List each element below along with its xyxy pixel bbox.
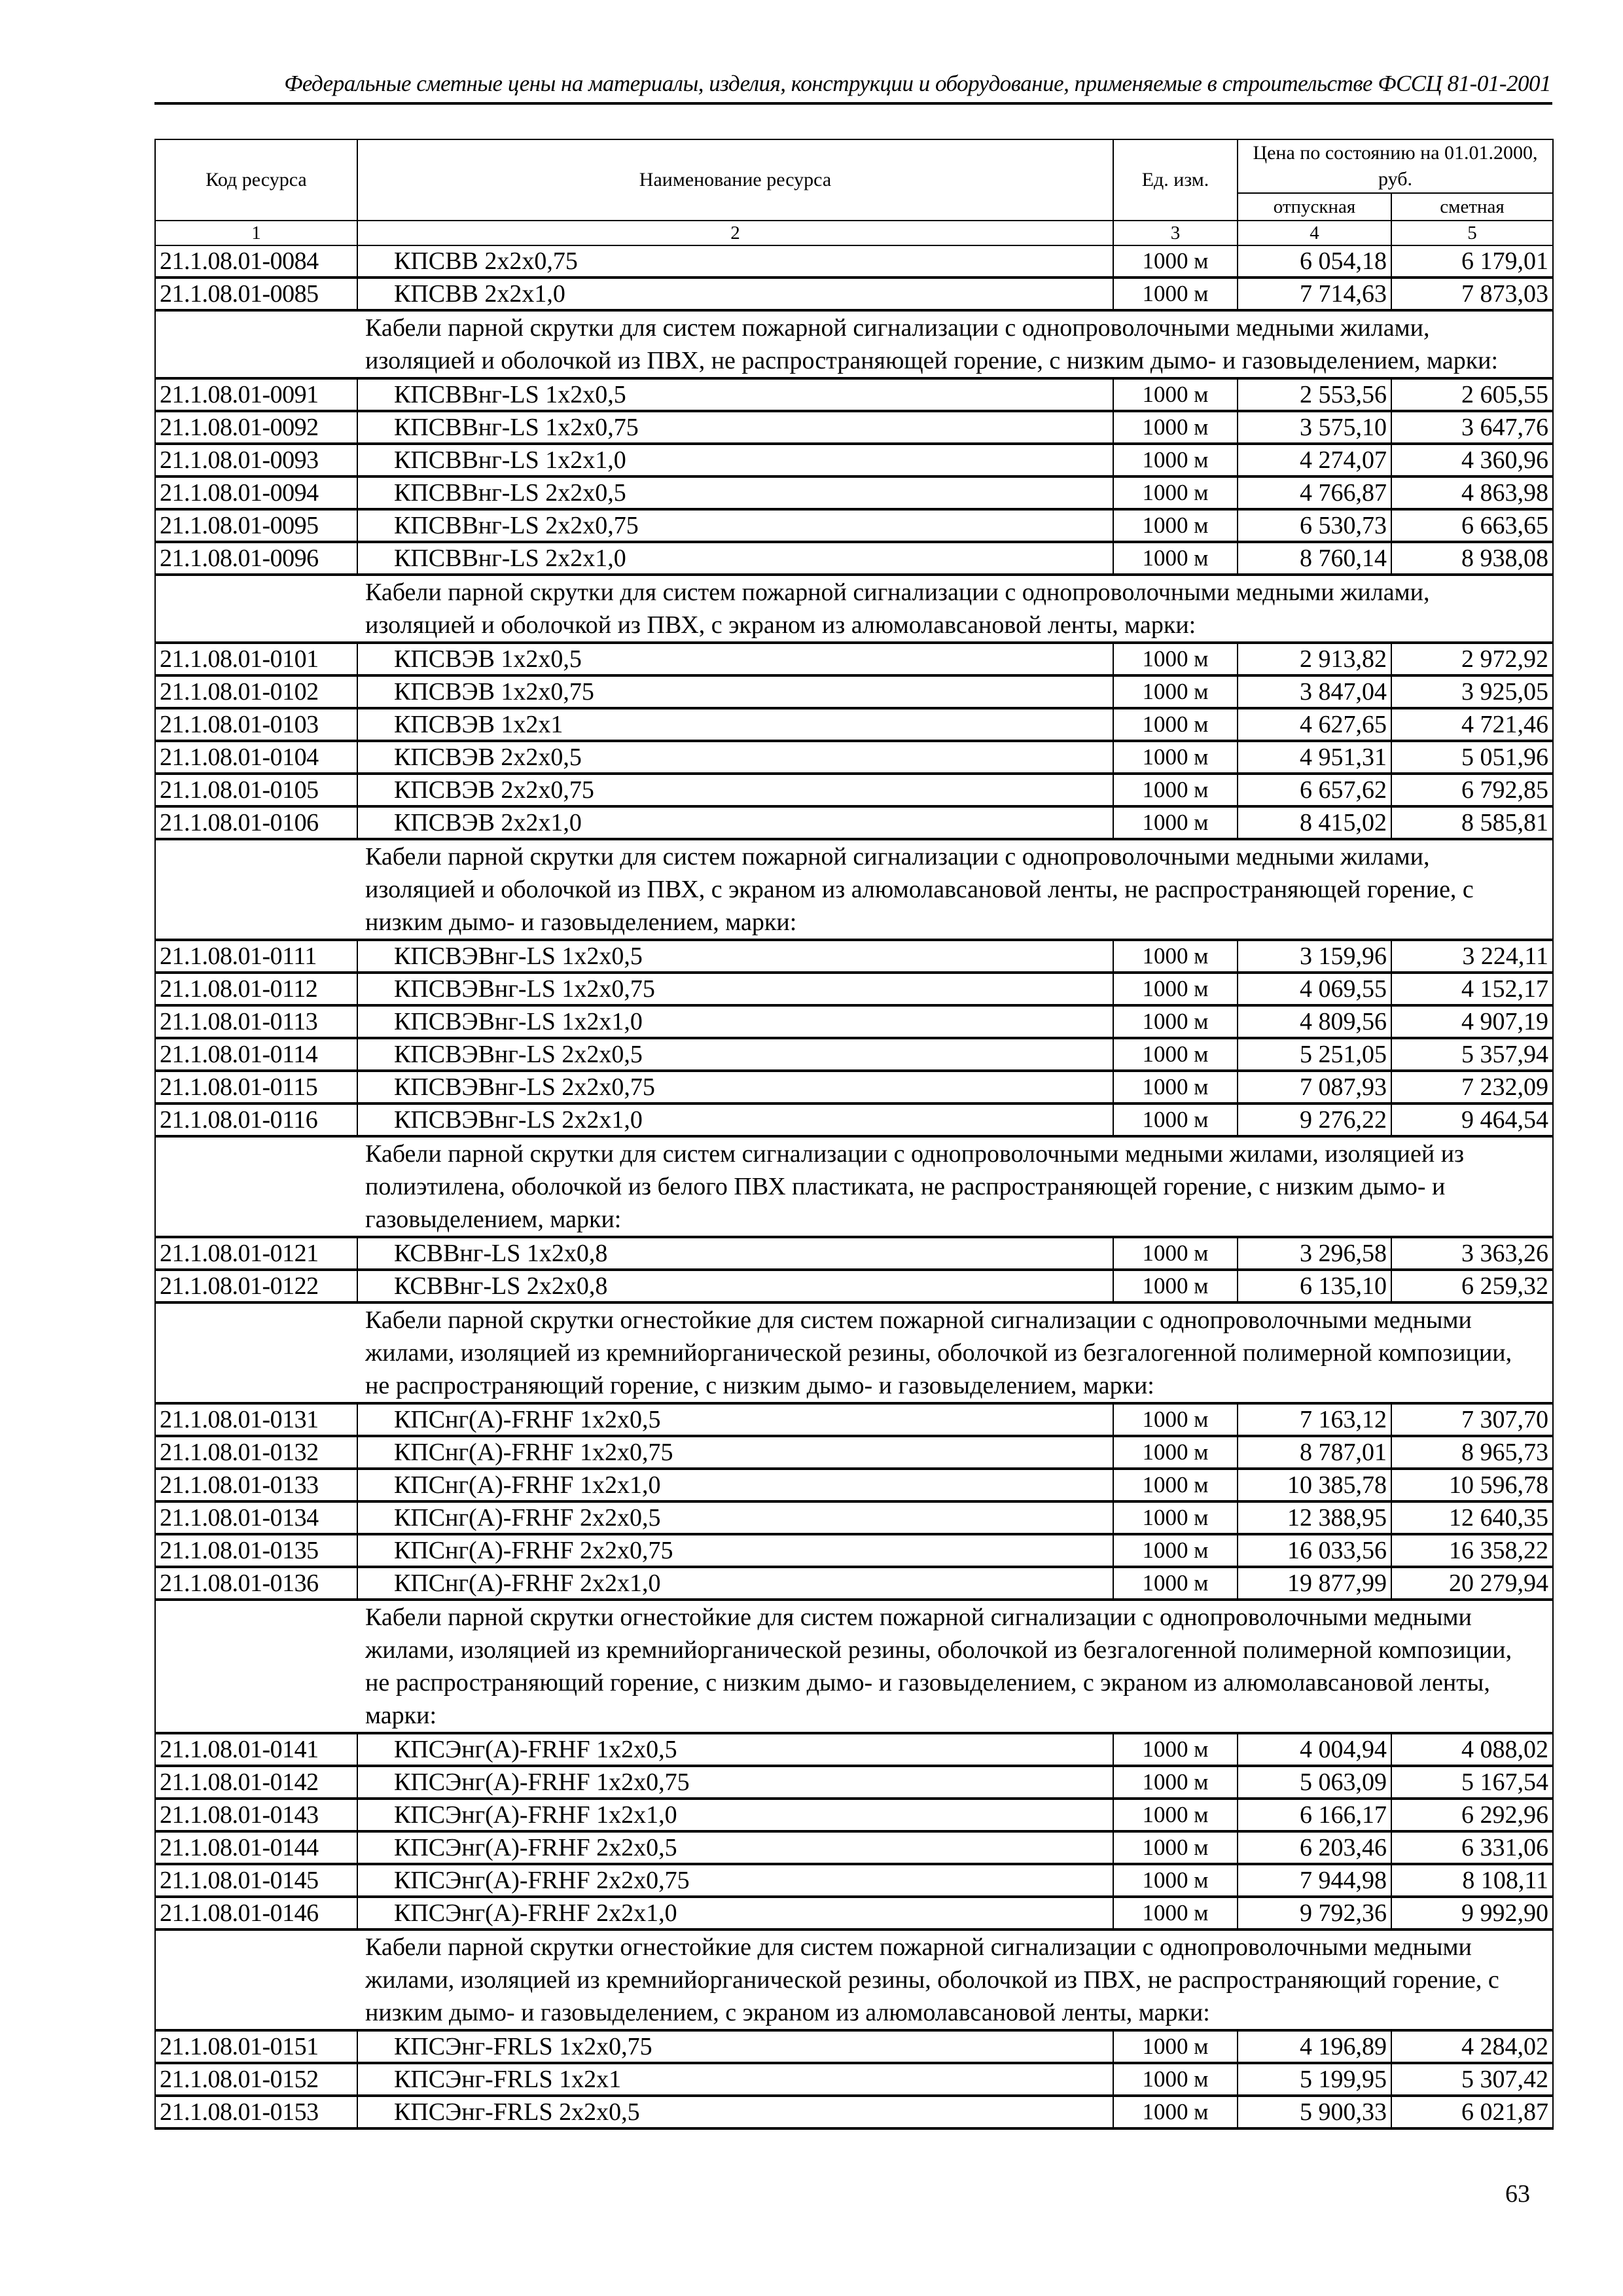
price-release: 4 766,87 xyxy=(1238,476,1391,509)
price-estimate: 4 907,19 xyxy=(1391,1005,1553,1038)
price-estimate: 6 179,01 xyxy=(1391,245,1553,278)
column-number: 4 xyxy=(1238,221,1391,245)
price-release: 10 385,78 xyxy=(1238,1469,1391,1501)
price-release: 3 847,04 xyxy=(1238,675,1391,708)
price-estimate: 5 307,42 xyxy=(1391,2063,1553,2096)
resource-code: 21.1.08.01-0102 xyxy=(155,675,357,708)
price-estimate: 9 992,90 xyxy=(1391,1897,1553,1929)
group-heading-text: Кабели парной скрутки огнестойкие для систем пожарной сигнализации с однопроволочными медными жилами, изоляцией из кремнийорганической резины, оболочкой из безгалогенной полимерной композиции, не распространяющий горение, с низким дымо- и газовыделением, с экраном из алюмолавсановой ленты, марки: xyxy=(357,1600,1553,1733)
resource-name: КПСВВнг-LS 2х2х0,75 xyxy=(357,509,1113,542)
table-row xyxy=(155,1831,1553,1864)
header-price-release: отпускная xyxy=(1238,193,1391,221)
resource-name: КПСВВнг-LS 1х2х0,75 xyxy=(357,411,1113,444)
table-row xyxy=(155,1501,1553,1534)
resource-name: КПСЭнг(А)-FRHF 1х2х1,0 xyxy=(357,1799,1113,1831)
price-release: 6 203,46 xyxy=(1238,1831,1391,1864)
price-estimate: 8 938,08 xyxy=(1391,542,1553,575)
resource-code: 21.1.08.01-0114 xyxy=(155,1038,357,1071)
resource-code: 21.1.08.01-0142 xyxy=(155,1766,357,1799)
price-estimate: 3 925,05 xyxy=(1391,675,1553,708)
column-number: 3 xyxy=(1113,221,1238,245)
group-empty-cell xyxy=(155,1302,357,1403)
column-number: 2 xyxy=(357,221,1113,245)
resource-name: КПСВЭВ 2х2х1,0 xyxy=(357,806,1113,839)
price-release: 4 069,55 xyxy=(1238,973,1391,1005)
unit-of-measure: 1000 м xyxy=(1113,973,1238,1005)
resource-code: 21.1.08.01-0091 xyxy=(155,378,357,411)
price-release: 5 900,33 xyxy=(1238,2096,1391,2128)
resource-code: 21.1.08.01-0112 xyxy=(155,973,357,1005)
unit-of-measure: 1000 м xyxy=(1113,1403,1238,1436)
table-row xyxy=(155,1733,1553,1766)
resource-name: КПСВВнг-LS 2х2х1,0 xyxy=(357,542,1113,575)
table-row xyxy=(155,940,1553,973)
price-release: 6 135,10 xyxy=(1238,1270,1391,1302)
unit-of-measure: 1000 м xyxy=(1113,2063,1238,2096)
unit-of-measure: 1000 м xyxy=(1113,1270,1238,1302)
resource-name: КПСВВ 2х2х0,75 xyxy=(357,245,1113,278)
table-row xyxy=(155,1103,1553,1136)
unit-of-measure: 1000 м xyxy=(1113,444,1238,476)
price-table xyxy=(154,139,1554,2130)
price-release: 7 087,93 xyxy=(1238,1071,1391,1103)
unit-of-measure: 1000 м xyxy=(1113,2030,1238,2063)
resource-code: 21.1.08.01-0094 xyxy=(155,476,357,509)
price-estimate: 8 585,81 xyxy=(1391,806,1553,839)
price-estimate: 3 363,26 xyxy=(1391,1237,1553,1270)
resource-name: КПСВЭВ 1х2х0,5 xyxy=(357,643,1113,675)
unit-of-measure: 1000 м xyxy=(1113,411,1238,444)
group-heading-text: Кабели парной скрутки для систем пожарной сигнализации с однопроволочными медными жилами, изоляцией и оболочкой из ПВХ, с экраном из алюмолавсановой ленты, не распространяющей горение, с низким дымо- и газовыделением, марки: xyxy=(357,839,1553,940)
unit-of-measure: 1000 м xyxy=(1113,1071,1238,1103)
unit-of-measure: 1000 м xyxy=(1113,1103,1238,1136)
resource-code: 21.1.08.01-0151 xyxy=(155,2030,357,2063)
group-heading-row xyxy=(155,839,1553,940)
price-estimate: 4 360,96 xyxy=(1391,444,1553,476)
resource-name: КПСнг(А)-FRHF 2х2х0,5 xyxy=(357,1501,1113,1534)
resource-code: 21.1.08.01-0131 xyxy=(155,1403,357,1436)
unit-of-measure: 1000 м xyxy=(1113,643,1238,675)
resource-code: 21.1.08.01-0093 xyxy=(155,444,357,476)
price-estimate: 16 358,22 xyxy=(1391,1534,1553,1567)
group-empty-cell xyxy=(155,1929,357,2030)
price-estimate: 6 021,87 xyxy=(1391,2096,1553,2128)
table-row xyxy=(155,444,1553,476)
table-row xyxy=(155,1864,1553,1897)
resource-name: КПСВЭВ 2х2х0,5 xyxy=(357,741,1113,774)
price-release: 8 415,02 xyxy=(1238,806,1391,839)
price-release: 4 951,31 xyxy=(1238,741,1391,774)
price-estimate: 4 721,46 xyxy=(1391,708,1553,741)
column-number-row xyxy=(155,221,1553,245)
resource-name: КПСЭнг(А)-FRHF 1х2х0,5 xyxy=(357,1733,1113,1766)
resource-name: КПСВЭВнг-LS 1х2х0,5 xyxy=(357,940,1113,973)
unit-of-measure: 1000 м xyxy=(1113,806,1238,839)
header-rule xyxy=(154,102,1552,105)
resource-code: 21.1.08.01-0144 xyxy=(155,1831,357,1864)
resource-name: КПСнг(А)-FRHF 1х2х1,0 xyxy=(357,1469,1113,1501)
resource-code: 21.1.08.01-0143 xyxy=(155,1799,357,1831)
resource-name: КПСВЭВ 1х2х0,75 xyxy=(357,675,1113,708)
table-row xyxy=(155,643,1553,675)
price-release: 6 054,18 xyxy=(1238,245,1391,278)
resource-name: КПСВВ 2х2х1,0 xyxy=(357,278,1113,310)
resource-code: 21.1.08.01-0104 xyxy=(155,741,357,774)
price-release: 9 792,36 xyxy=(1238,1897,1391,1929)
table-row xyxy=(155,1038,1553,1071)
resource-name: КПСнг(А)-FRHF 1х2х0,75 xyxy=(357,1436,1113,1469)
unit-of-measure: 1000 м xyxy=(1113,1897,1238,1929)
resource-code: 21.1.08.01-0136 xyxy=(155,1567,357,1600)
resource-name: КПСВЭВ 2х2х0,75 xyxy=(357,774,1113,806)
group-heading-text: Кабели парной скрутки огнестойкие для систем пожарной сигнализации с однопроволочными медными жилами, изоляцией из кремнийорганической резины, оболочкой из ПВХ, не распространяющий горение, с низким дымо- и газовыделением, с экраном из алюмолавсановой ленты, марки: xyxy=(357,1929,1553,2030)
resource-code: 21.1.08.01-0121 xyxy=(155,1237,357,1270)
resource-code: 21.1.08.01-0153 xyxy=(155,2096,357,2128)
price-release: 7 944,98 xyxy=(1238,1864,1391,1897)
unit-of-measure: 1000 м xyxy=(1113,509,1238,542)
table-row xyxy=(155,1766,1553,1799)
resource-code: 21.1.08.01-0105 xyxy=(155,774,357,806)
price-estimate: 5 357,94 xyxy=(1391,1038,1553,1071)
resource-name: КПСЭнг(А)-FRHF 1х2х0,75 xyxy=(357,1766,1113,1799)
resource-name: КПСЭнг-FRLS 2х2х0,5 xyxy=(357,2096,1113,2128)
running-header: Федеральные сметные цены на материалы, изделия, конструкции и оборудование, применяемые в строительстве ФССЦ 81-01-2001 xyxy=(284,71,1551,96)
table-row xyxy=(155,973,1553,1005)
table-row xyxy=(155,708,1553,741)
unit-of-measure: 1000 м xyxy=(1113,708,1238,741)
price-release: 7 714,63 xyxy=(1238,278,1391,310)
page-number: 63 xyxy=(1505,2180,1530,2208)
unit-of-measure: 1000 м xyxy=(1113,774,1238,806)
group-heading-text: Кабели парной скрутки огнестойкие для систем пожарной сигнализации с однопроволочными медными жилами, изоляцией из кремнийорганической резины, оболочкой из безгалогенной полимерной композиции, не распространяющий горение, с низким дымо- и газовыделением, марки: xyxy=(357,1302,1553,1403)
group-heading-text: Кабели парной скрутки для систем пожарной сигнализации с однопроволочными медными жилами, изоляцией и оболочкой из ПВХ, не распространяющей горение, с низким дымо- и газовыделением, марки: xyxy=(357,310,1553,378)
resource-code: 21.1.08.01-0132 xyxy=(155,1436,357,1469)
unit-of-measure: 1000 м xyxy=(1113,278,1238,310)
resource-code: 21.1.08.01-0092 xyxy=(155,411,357,444)
price-estimate: 6 259,32 xyxy=(1391,1270,1553,1302)
group-heading-row xyxy=(155,1600,1553,1733)
price-release: 9 276,22 xyxy=(1238,1103,1391,1136)
table-row xyxy=(155,378,1553,411)
table-row xyxy=(155,1469,1553,1501)
unit-of-measure: 1000 м xyxy=(1113,940,1238,973)
resource-name: КПСВЭВнг-LS 1х2х1,0 xyxy=(357,1005,1113,1038)
group-empty-cell xyxy=(155,839,357,940)
price-release: 4 627,65 xyxy=(1238,708,1391,741)
resource-name: КПСВЭВнг-LS 2х2х0,5 xyxy=(357,1038,1113,1071)
price-estimate: 6 663,65 xyxy=(1391,509,1553,542)
resource-code: 21.1.08.01-0146 xyxy=(155,1897,357,1929)
price-release: 19 877,99 xyxy=(1238,1567,1391,1600)
resource-name: КПСВЭВ 1х2х1 xyxy=(357,708,1113,741)
price-estimate: 3 224,11 xyxy=(1391,940,1553,973)
unit-of-measure: 1000 м xyxy=(1113,542,1238,575)
price-estimate: 9 464,54 xyxy=(1391,1103,1553,1136)
price-estimate: 3 647,76 xyxy=(1391,411,1553,444)
unit-of-measure: 1000 м xyxy=(1113,2096,1238,2128)
price-estimate: 2 972,92 xyxy=(1391,643,1553,675)
group-empty-cell xyxy=(155,575,357,643)
price-estimate: 8 108,11 xyxy=(1391,1864,1553,1897)
table-row xyxy=(155,2063,1553,2096)
resource-name: КПСЭнг(А)-FRHF 2х2х0,5 xyxy=(357,1831,1113,1864)
price-release: 8 760,14 xyxy=(1238,542,1391,575)
resource-name: КПСВВнг-LS 2х2х0,5 xyxy=(357,476,1113,509)
price-release: 5 063,09 xyxy=(1238,1766,1391,1799)
resource-code: 21.1.08.01-0101 xyxy=(155,643,357,675)
price-release: 2 553,56 xyxy=(1238,378,1391,411)
group-heading-row xyxy=(155,1929,1553,2030)
group-heading-text: Кабели парной скрутки для систем пожарной сигнализации с однопроволочными медными жилами, изоляцией и оболочкой из ПВХ, с экраном из алюмолавсановой ленты, марки: xyxy=(357,575,1553,643)
header-price-group: Цена по состоянию на 01.01.2000, руб. xyxy=(1238,139,1553,193)
unit-of-measure: 1000 м xyxy=(1113,1005,1238,1038)
unit-of-measure: 1000 м xyxy=(1113,1469,1238,1501)
price-release: 4 809,56 xyxy=(1238,1005,1391,1038)
resource-name: КПСнг(А)-FRHF 2х2х0,75 xyxy=(357,1534,1113,1567)
table-row xyxy=(155,1237,1553,1270)
group-empty-cell xyxy=(155,310,357,378)
group-heading-row xyxy=(155,575,1553,643)
price-estimate: 2 605,55 xyxy=(1391,378,1553,411)
table-row xyxy=(155,245,1553,278)
resource-name: КПСВВнг-LS 1х2х0,5 xyxy=(357,378,1113,411)
unit-of-measure: 1000 м xyxy=(1113,476,1238,509)
group-empty-cell xyxy=(155,1136,357,1237)
group-heading-row xyxy=(155,1136,1553,1237)
table-row xyxy=(155,774,1553,806)
group-heading-text: Кабели парной скрутки для систем сигнализации с однопроволочными медными жилами, изоляцией из полиэтилена, оболочкой из белого ПВХ пластиката, не распространяющей горение, с низким дымо- и газовыделением, марки: xyxy=(357,1136,1553,1237)
resource-code: 21.1.08.01-0145 xyxy=(155,1864,357,1897)
price-estimate: 5 051,96 xyxy=(1391,741,1553,774)
unit-of-measure: 1000 м xyxy=(1113,1436,1238,1469)
resource-code: 21.1.08.01-0141 xyxy=(155,1733,357,1766)
table-row xyxy=(155,1270,1553,1302)
unit-of-measure: 1000 м xyxy=(1113,1733,1238,1766)
unit-of-measure: 1000 м xyxy=(1113,1766,1238,1799)
unit-of-measure: 1000 м xyxy=(1113,1831,1238,1864)
price-release: 3 575,10 xyxy=(1238,411,1391,444)
table-body xyxy=(155,245,1553,2128)
header-code: Код ресурса xyxy=(155,139,357,221)
resource-code: 21.1.08.01-0133 xyxy=(155,1469,357,1501)
table-row xyxy=(155,2096,1553,2128)
group-empty-cell xyxy=(155,1600,357,1733)
unit-of-measure: 1000 м xyxy=(1113,1534,1238,1567)
table-row xyxy=(155,1071,1553,1103)
table-row xyxy=(155,1534,1553,1567)
table-row xyxy=(155,675,1553,708)
table-row xyxy=(155,278,1553,310)
table-row xyxy=(155,411,1553,444)
price-estimate: 6 292,96 xyxy=(1391,1799,1553,1831)
table-row xyxy=(155,806,1553,839)
price-release: 2 913,82 xyxy=(1238,643,1391,675)
table-row xyxy=(155,509,1553,542)
table-row xyxy=(155,1436,1553,1469)
price-estimate: 10 596,78 xyxy=(1391,1469,1553,1501)
resource-name: КПСВЭВнг-LS 2х2х1,0 xyxy=(357,1103,1113,1136)
price-release: 5 199,95 xyxy=(1238,2063,1391,2096)
table-row xyxy=(155,542,1553,575)
resource-code: 21.1.08.01-0106 xyxy=(155,806,357,839)
price-release: 3 159,96 xyxy=(1238,940,1391,973)
price-estimate: 4 863,98 xyxy=(1391,476,1553,509)
header-name: Наименование ресурса xyxy=(357,139,1113,221)
price-release: 12 388,95 xyxy=(1238,1501,1391,1534)
price-release: 4 196,89 xyxy=(1238,2030,1391,2063)
resource-code: 21.1.08.01-0113 xyxy=(155,1005,357,1038)
price-estimate: 5 167,54 xyxy=(1391,1766,1553,1799)
price-release: 8 787,01 xyxy=(1238,1436,1391,1469)
price-estimate: 4 088,02 xyxy=(1391,1733,1553,1766)
price-estimate: 12 640,35 xyxy=(1391,1501,1553,1534)
resource-name: КПСЭнг(А)-FRHF 2х2х0,75 xyxy=(357,1864,1113,1897)
price-release: 16 033,56 xyxy=(1238,1534,1391,1567)
table-row xyxy=(155,2030,1553,2063)
header-price-estimate: сметная xyxy=(1391,193,1553,221)
unit-of-measure: 1000 м xyxy=(1113,378,1238,411)
price-estimate: 6 331,06 xyxy=(1391,1831,1553,1864)
table-row xyxy=(155,1567,1553,1600)
resource-name: КПСЭнг-FRLS 1х2х1 xyxy=(357,2063,1113,2096)
price-estimate: 6 792,85 xyxy=(1391,774,1553,806)
unit-of-measure: 1000 м xyxy=(1113,1237,1238,1270)
price-release: 6 657,62 xyxy=(1238,774,1391,806)
resource-code: 21.1.08.01-0111 xyxy=(155,940,357,973)
price-estimate: 8 965,73 xyxy=(1391,1436,1553,1469)
column-number: 5 xyxy=(1391,221,1553,245)
table-row xyxy=(155,741,1553,774)
unit-of-measure: 1000 м xyxy=(1113,1567,1238,1600)
table-row xyxy=(155,1005,1553,1038)
price-release: 5 251,05 xyxy=(1238,1038,1391,1071)
unit-of-measure: 1000 м xyxy=(1113,1501,1238,1534)
resource-code: 21.1.08.01-0122 xyxy=(155,1270,357,1302)
resource-code: 21.1.08.01-0152 xyxy=(155,2063,357,2096)
header-unit: Ед. изм. xyxy=(1113,139,1238,221)
unit-of-measure: 1000 м xyxy=(1113,245,1238,278)
price-release: 4 004,94 xyxy=(1238,1733,1391,1766)
resource-code: 21.1.08.01-0103 xyxy=(155,708,357,741)
unit-of-measure: 1000 м xyxy=(1113,1864,1238,1897)
group-heading-row xyxy=(155,1302,1553,1403)
unit-of-measure: 1000 м xyxy=(1113,1038,1238,1071)
price-estimate: 4 284,02 xyxy=(1391,2030,1553,2063)
resource-name: КПСнг(А)-FRHF 1х2х0,5 xyxy=(357,1403,1113,1436)
resource-name: КПСнг(А)-FRHF 2х2х1,0 xyxy=(357,1567,1113,1600)
table-row xyxy=(155,1897,1553,1929)
price-release: 6 166,17 xyxy=(1238,1799,1391,1831)
price-estimate: 4 152,17 xyxy=(1391,973,1553,1005)
price-estimate: 7 873,03 xyxy=(1391,278,1553,310)
unit-of-measure: 1000 м xyxy=(1113,1799,1238,1831)
resource-name: КПСВВнг-LS 1х2х1,0 xyxy=(357,444,1113,476)
price-release: 6 530,73 xyxy=(1238,509,1391,542)
resource-code: 21.1.08.01-0095 xyxy=(155,509,357,542)
resource-code: 21.1.08.01-0115 xyxy=(155,1071,357,1103)
resource-code: 21.1.08.01-0096 xyxy=(155,542,357,575)
table-row xyxy=(155,1403,1553,1436)
unit-of-measure: 1000 м xyxy=(1113,741,1238,774)
resource-name: КПСВЭВнг-LS 1х2х0,75 xyxy=(357,973,1113,1005)
price-estimate: 20 279,94 xyxy=(1391,1567,1553,1600)
price-estimate: 7 307,70 xyxy=(1391,1403,1553,1436)
resource-name: КПСЭнг(А)-FRHF 2х2х1,0 xyxy=(357,1897,1113,1929)
price-release: 4 274,07 xyxy=(1238,444,1391,476)
table-row xyxy=(155,476,1553,509)
group-heading-row xyxy=(155,310,1553,378)
price-estimate: 7 232,09 xyxy=(1391,1071,1553,1103)
column-number: 1 xyxy=(155,221,357,245)
resource-name: КПСВЭВнг-LS 2х2х0,75 xyxy=(357,1071,1113,1103)
resource-code: 21.1.08.01-0116 xyxy=(155,1103,357,1136)
price-release: 7 163,12 xyxy=(1238,1403,1391,1436)
resource-code: 21.1.08.01-0084 xyxy=(155,245,357,278)
resource-name: КСВВнг-LS 1х2х0,8 xyxy=(357,1237,1113,1270)
table-row xyxy=(155,1799,1553,1831)
resource-name: КПСЭнг-FRLS 1х2х0,75 xyxy=(357,2030,1113,2063)
unit-of-measure: 1000 м xyxy=(1113,675,1238,708)
resource-code: 21.1.08.01-0134 xyxy=(155,1501,357,1534)
resource-name: КСВВнг-LS 2х2х0,8 xyxy=(357,1270,1113,1302)
resource-code: 21.1.08.01-0135 xyxy=(155,1534,357,1567)
price-release: 3 296,58 xyxy=(1238,1237,1391,1270)
resource-code: 21.1.08.01-0085 xyxy=(155,278,357,310)
